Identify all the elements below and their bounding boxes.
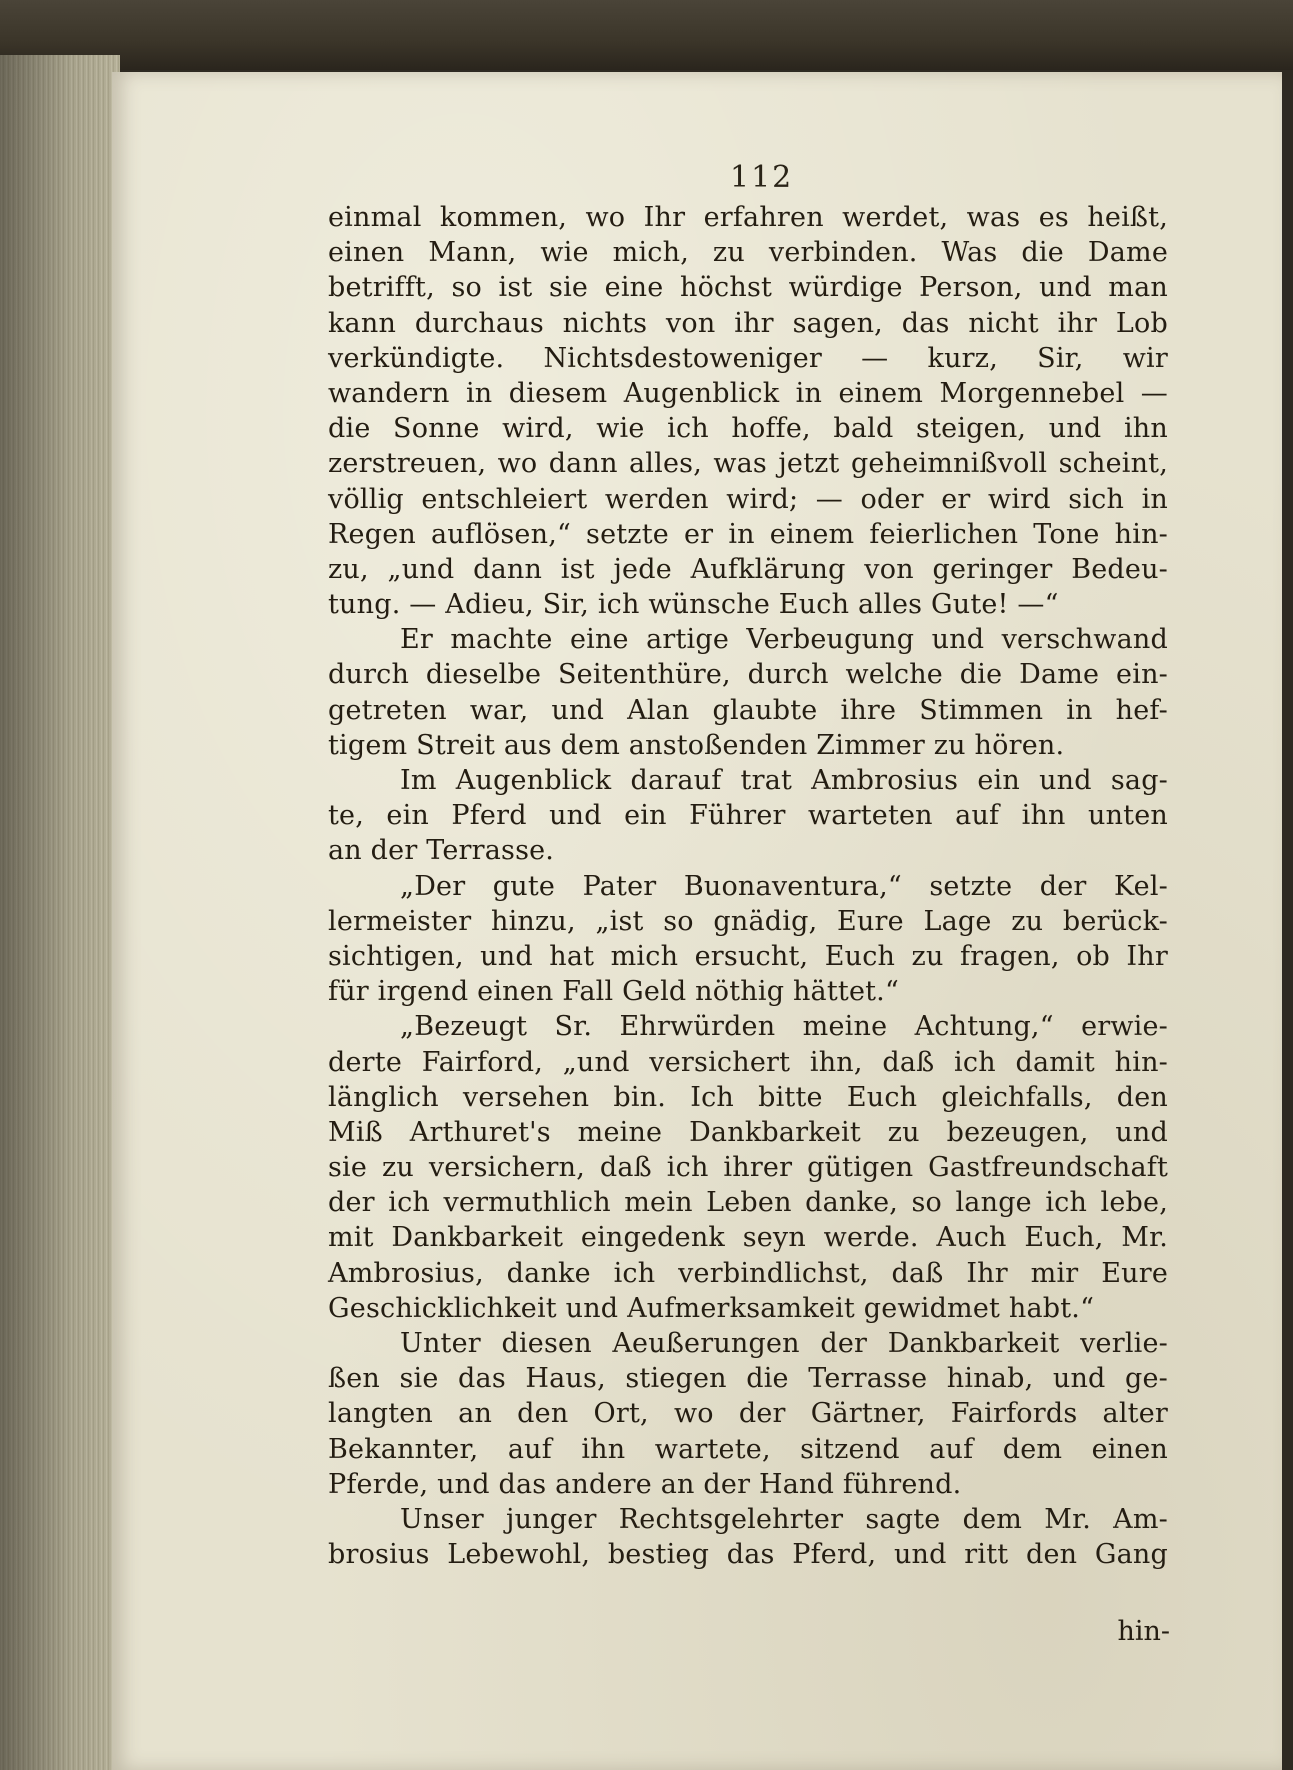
- body-text: [328, 200, 1168, 1572]
- text-line: einen Mann, wie mich, zu verbinden. Was die Dame: [328, 237, 1168, 269]
- text-line: Pferde, und das andere an der Hand führend.: [328, 1468, 962, 1500]
- text-line: „Der gute Pater Buonaventura,“ setzte der Kel-: [400, 870, 1168, 902]
- text-line: brosius Lebewohl, bestieg das Pferd, und ritt den Gang: [328, 1539, 1168, 1571]
- text-line: derte Fairford, „und versichert ihn, daß ich damit hin-: [328, 1046, 1168, 1078]
- text-line: Im Augenblick darauf trat Ambrosius ein und sag-: [400, 765, 1168, 796]
- text-line: te, ein Pferd und ein Führer warteten auf ihn unten: [328, 800, 1168, 832]
- text-line: sichtigen, und hat mich ersucht, Euch zu fragen, ob Ihr: [328, 940, 1168, 972]
- text-line: kann durchaus nichts von ihr sagen, das nicht ihr Lob: [328, 307, 1168, 339]
- text-line: ßen sie das Haus, stiegen die Terrasse hinab, und ge-: [328, 1363, 1168, 1395]
- text-line: durch dieselbe Seitenthüre, durch welche die Dame ein-: [328, 659, 1168, 691]
- text-line: Er machte eine artige Verbeugung und verschwand: [400, 624, 1168, 656]
- text-line: „Bezeugt Sr. Ehrwürden meine Achtung,“ erwie-: [400, 1011, 1168, 1043]
- text-line: getreten war, und Alan glaubte ihre Stimmen in hef-: [328, 694, 1168, 726]
- page-stack-shadow: [0, 55, 120, 1770]
- text-line: Bekannter, auf ihn wartete, sitzend auf dem einen: [328, 1433, 1168, 1465]
- text-line: lermeister hinzu, „ist so gnädig, Eure Lage zu berück-: [328, 905, 1168, 937]
- text-line: völlig entschleiert werden wird; — oder er wird sich in: [328, 483, 1168, 515]
- text-line: langten an den Ort, wo der Gärtner, Fairfords alter: [328, 1398, 1168, 1430]
- text-line: mit Dankbarkeit eingedenk seyn werde. Auch Euch, Mr.: [328, 1222, 1168, 1254]
- text-line: Ambrosius, danke ich verbindlichst, daß Ihr mir Eure: [328, 1257, 1168, 1289]
- text-line: Regen auflösen,“ setzte er in einem feierlichen Tone hin-: [328, 518, 1168, 550]
- text-line: einmal kommen, wo Ihr erfahren werdet, was es heißt,: [328, 202, 1168, 233]
- text-line: Geschicklichkeit und Aufmerksamkeit gewidmet habt.“: [328, 1292, 1095, 1324]
- text-line: Unser junger Rechtsgelehrter sagte dem Mr. Am-: [400, 1503, 1168, 1535]
- text-line: zerstreuen, wo dann alles, was jetzt geheimnißvoll scheint,: [328, 448, 1168, 480]
- text-line: sie zu versichern, daß ich ihrer gütigen Gastfreundschaft: [328, 1152, 1168, 1184]
- catchword: hin-: [1117, 1616, 1170, 1647]
- text-line: betrifft, so ist sie eine höchst würdige Person, und man: [328, 272, 1168, 304]
- text-line: der ich vermuthlich mein Leben danke, so lange ich lebe,: [328, 1187, 1168, 1219]
- page-number: 112: [730, 160, 794, 195]
- text-line: zu, „und dann ist jede Aufklärung von geringer Bedeu-: [328, 553, 1168, 585]
- book-edge-top: [0, 0, 1293, 70]
- text-line: die Sonne wird, wie ich hoffe, bald steigen, und ihn: [328, 413, 1168, 445]
- text-line: länglich versehen bin. Ich bitte Euch gleichfalls, den: [328, 1081, 1168, 1113]
- text-line: verkündigte. Nichtsdestoweniger — kurz, Sir, wir: [328, 342, 1168, 374]
- text-line: tung. — Adieu, Sir, ich wünsche Euch alles Gute! —“: [328, 589, 1059, 621]
- text-line: an der Terrasse.: [328, 835, 555, 867]
- text-line: für irgend einen Fall Geld nöthig hättet.“: [328, 976, 899, 1008]
- text-line: Miß Arthuret's meine Dankbarkeit zu bezeugen, und: [328, 1116, 1168, 1148]
- text-line: wandern in diesem Augenblick in einem Morgennebel —: [328, 377, 1168, 409]
- text-line: Unter diesen Aeußerungen der Dankbarkeit verlie-: [400, 1328, 1168, 1359]
- text-line: tigem Streit aus dem anstoßenden Zimmer zu hören.: [328, 729, 1065, 761]
